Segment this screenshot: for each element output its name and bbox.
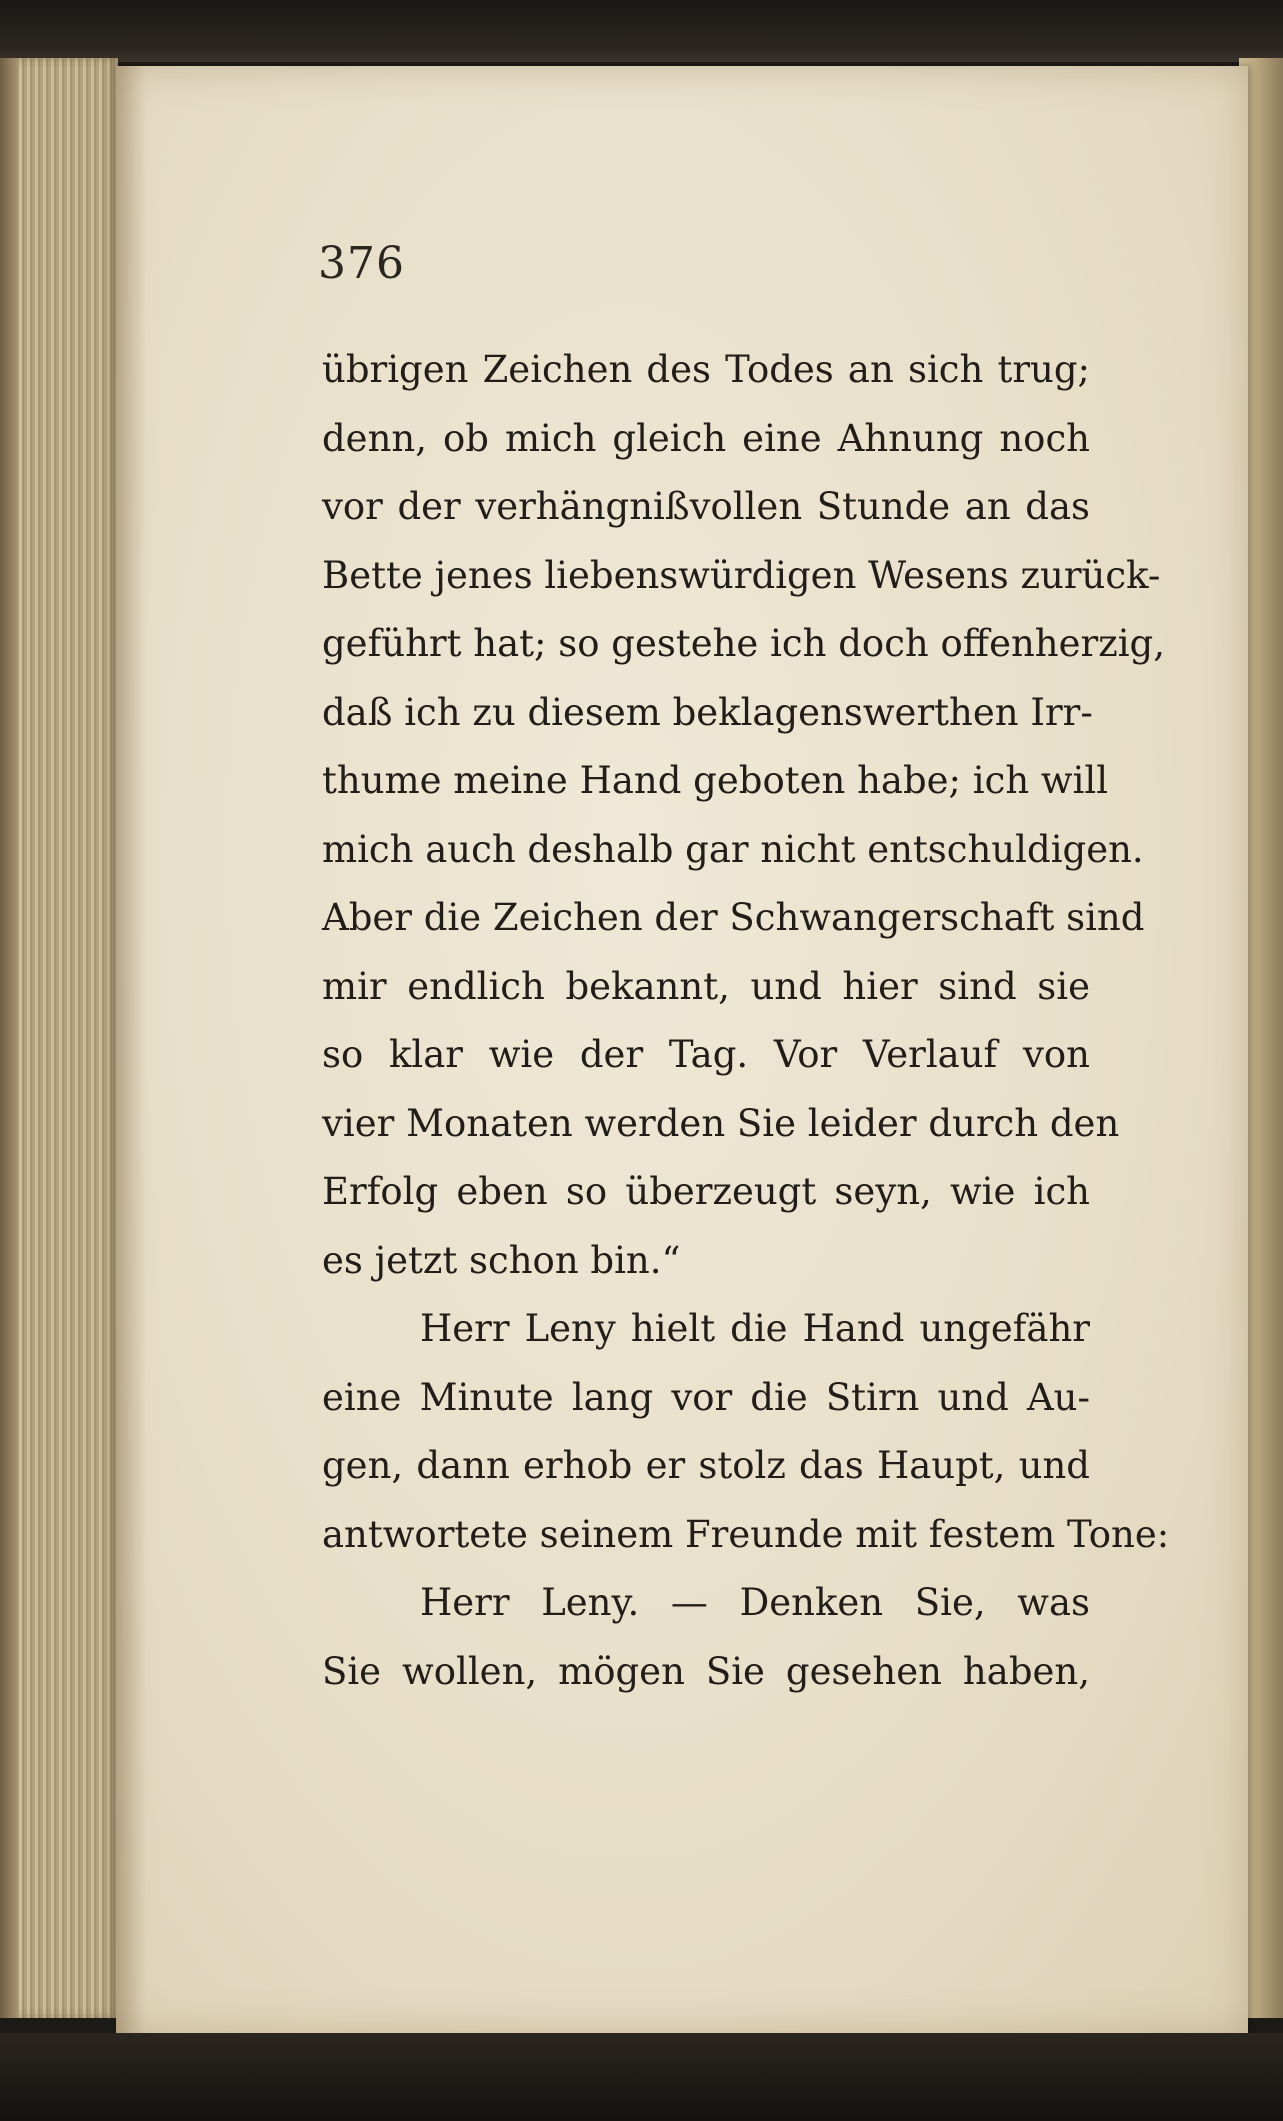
text-line: so klar wie der Tag. Vor Verlauf von (322, 1033, 1090, 1076)
text-line: übrigen Zeichen des Todes an sich trug; (322, 348, 1090, 391)
text-line: geführt hat; so gestehe ich doch offenherzig, (322, 622, 1165, 665)
text-line: Aber die Zeichen der Schwangerschaft sind (322, 896, 1145, 939)
text-line: gen, dann erhob er stolz das Haupt, und (322, 1444, 1090, 1487)
body-text (322, 336, 1170, 1706)
text-line: eine Minute lang vor die Stirn und Au- (322, 1375, 1090, 1419)
text-line: mir endlich bekannt, und hier sind sie (322, 964, 1090, 1008)
text-line: Herr Leny hielt die Hand ungefähr (420, 1307, 1090, 1350)
gutter-shadow (116, 66, 146, 2034)
page-block-edges (0, 58, 118, 2018)
text-line: vor der verhängnißvollen Stunde an das (322, 485, 1090, 528)
text-line: antwortete seinem Freunde mit festem Tone: (322, 1512, 1170, 1556)
speaker-line: Herr Leny. — Denken Sie, was (420, 1581, 1090, 1624)
text-line: thume meine Hand geboten habe; ich will (322, 759, 1109, 802)
text-line: Erfolg eben so überzeugt seyn, wie ich (322, 1170, 1090, 1213)
top-binding-strip (0, 0, 1283, 62)
bottom-binding-strip (0, 2033, 1283, 2121)
text-line: es jetzt schon bin.“ (322, 1238, 681, 1282)
text-line: vier Monaten werden Sie leider durch den (322, 1101, 1120, 1145)
text-line: daß ich zu diesem beklagenswerthen Irr- (322, 690, 1093, 734)
text-line: denn, ob mich gleich eine Ahnung noch (322, 416, 1090, 460)
text-line: Bette jenes liebenswürdigen Wesens zurück- (322, 553, 1161, 597)
text-line: mich auch deshalb gar nicht entschuldigen. (322, 827, 1144, 871)
page-number: 376 (318, 238, 405, 289)
text-line: Sie wollen, mögen Sie gesehen haben, (322, 1649, 1090, 1693)
